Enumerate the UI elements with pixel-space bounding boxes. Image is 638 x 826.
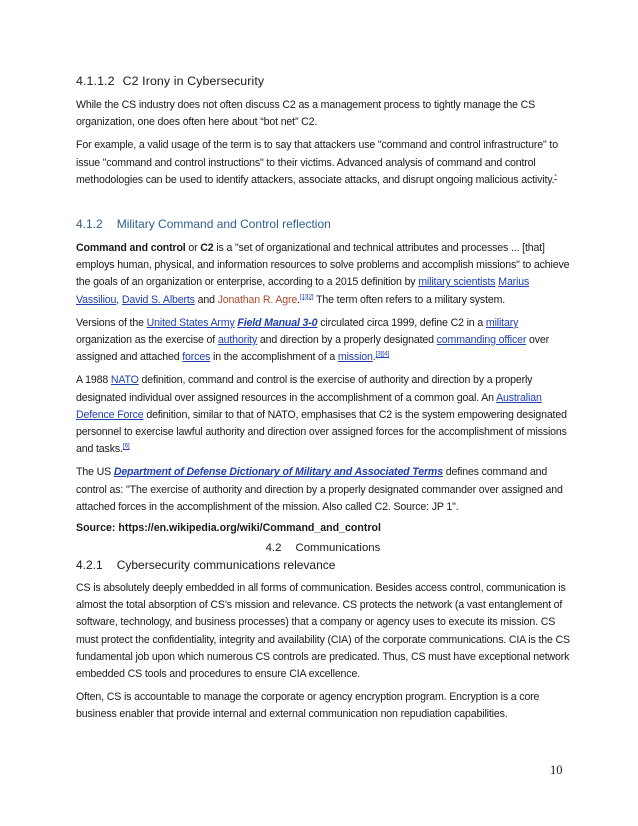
reference-link[interactable]: [6]	[122, 442, 130, 450]
link-authority[interactable]: authority	[217, 334, 258, 347]
text: defines command and control as: "The exercise of authority and direction by a properly designated commander over assigned and attached forces in the accomplishment of the mission. Also called C2. Source: JP 1".	[76, 466, 563, 513]
page-number: 10	[550, 763, 563, 777]
heading-number: 4.1.1.2	[76, 74, 115, 88]
heading-4-1-2	[76, 217, 570, 231]
text: definition, command and control is the exercise of authority and direction by a properly designated individual over assigned resources in the accomplishment of a common goal. An	[76, 374, 533, 404]
heading-4-2-1	[76, 558, 570, 572]
heading-title: Communications	[295, 542, 381, 555]
text: and direction by a properly designated	[257, 334, 437, 347]
text: Versions of the	[76, 316, 147, 329]
heading-title: Military Command and Control reflection	[116, 217, 331, 232]
link-us-army[interactable]: United States Army	[146, 316, 235, 329]
text: in the accomplishment of a	[210, 351, 338, 364]
reference-link[interactable]: [3][4]	[375, 350, 390, 358]
text: A 1988	[76, 374, 111, 387]
paragraph-text: For example, a valid usage of the term is to say that attackers use "command and control infrastructure" to issue "command and control instructions" to their victims. Advanced analysis of command and control methodologies can be used to identify attackers, associate attacks, and disrupt ongoing malicious activity.	[76, 139, 558, 186]
paragraph: While the CS industry does not often discuss C2 as a management process to tightly manage the CS organization, one does often here about “bot net” C2.	[76, 99, 536, 129]
paragraph: CS is absolutely deeply embedded in all forms of communication. Besides access control, communication is almost the total absorption of CS’s mission and relevance. CS protects the network (a vast entanglement of software, technology, and business processes) that a company or agency uses to execute its mission. CS must protect the confidentiality, integrity and availability (CIA) of the corporate communications. CIA is the CS fundamental job upon which numerous CS controls are predicated. Thus, CS must have exceptional network embedded CS tools and procedures to ensure CIA excellence.	[76, 582, 570, 681]
heading-title: C2 Irony in Cybersecurity	[122, 74, 265, 88]
heading-number: 4.1.2	[76, 217, 103, 232]
link-commanding-officer[interactable]: commanding officer	[436, 334, 527, 347]
text: definition, similar to that of NATO, emphasises that C2 is the system empowering designated personnel to exercise lawful authority and direction over assigned forces for the accomplishment of missions and tasks.	[76, 408, 567, 456]
reference-link[interactable]: *	[554, 173, 557, 181]
bold-term: C2	[200, 242, 214, 255]
text: .	[372, 351, 376, 364]
link-dod-dictionary[interactable]: Department of Defense Dictionary of Military and Associated Terms	[113, 466, 443, 479]
link-forces[interactable]: forces	[182, 351, 211, 364]
heading-number: 4.2	[265, 542, 282, 555]
paragraph	[76, 315, 570, 367]
paragraph	[76, 137, 570, 189]
link-jonathan-agre[interactable]: Jonathan R. Agre	[217, 293, 298, 306]
text: The US	[76, 466, 114, 479]
text: and	[194, 293, 218, 306]
document-page	[76, 74, 570, 730]
link-nato[interactable]: NATO	[110, 374, 139, 387]
heading-4-2	[76, 542, 570, 554]
text: circulated circa 1999, define C2 in a	[317, 316, 486, 329]
text: is a "set of organizational and technical attributes and processes ... [that] employs human, physical, and information resources to solve problems and accomplish missions" to achieve the goals of an organization or enterprise, according to a 2015 definition by	[76, 242, 570, 289]
heading-title: Cybersecurity communications relevance	[116, 558, 336, 573]
text: The term often refers to a military system.	[313, 293, 506, 306]
reference-link[interactable]: [1][2]	[299, 293, 314, 301]
link-marius-vassiliou[interactable]: Marius Vassiliou	[76, 276, 530, 306]
link-david-alberts[interactable]: David S. Alberts	[121, 293, 195, 306]
link-military-scientists[interactable]: military scientists	[418, 276, 496, 289]
text: over assigned and attached	[76, 334, 550, 364]
paragraph	[76, 464, 570, 516]
bold-term: Command and control	[76, 242, 186, 255]
text: or	[185, 242, 201, 255]
text: ,	[116, 293, 122, 306]
paragraph: Often, CS is accountable to manage the corporate or agency encryption program. Encryption is a core business enabler that provide internal and external communication non repudiation capabilities.	[76, 691, 540, 721]
link-military[interactable]: military	[485, 316, 519, 329]
link-field-manual[interactable]: Field Manual 3-0	[237, 316, 318, 329]
text: organization as the exercise of	[76, 334, 218, 347]
heading-4-1-1-2	[76, 74, 570, 88]
link-mission[interactable]: mission	[337, 351, 373, 364]
link-australian-defence-force[interactable]: Australian Defence Force	[76, 391, 542, 421]
paragraph	[76, 240, 570, 309]
heading-number: 4.2.1	[76, 558, 103, 573]
paragraph	[76, 372, 570, 458]
source-citation: Source: https://en.wikipedia.org/wiki/Command_and_control	[76, 522, 381, 535]
text: .	[297, 293, 300, 306]
